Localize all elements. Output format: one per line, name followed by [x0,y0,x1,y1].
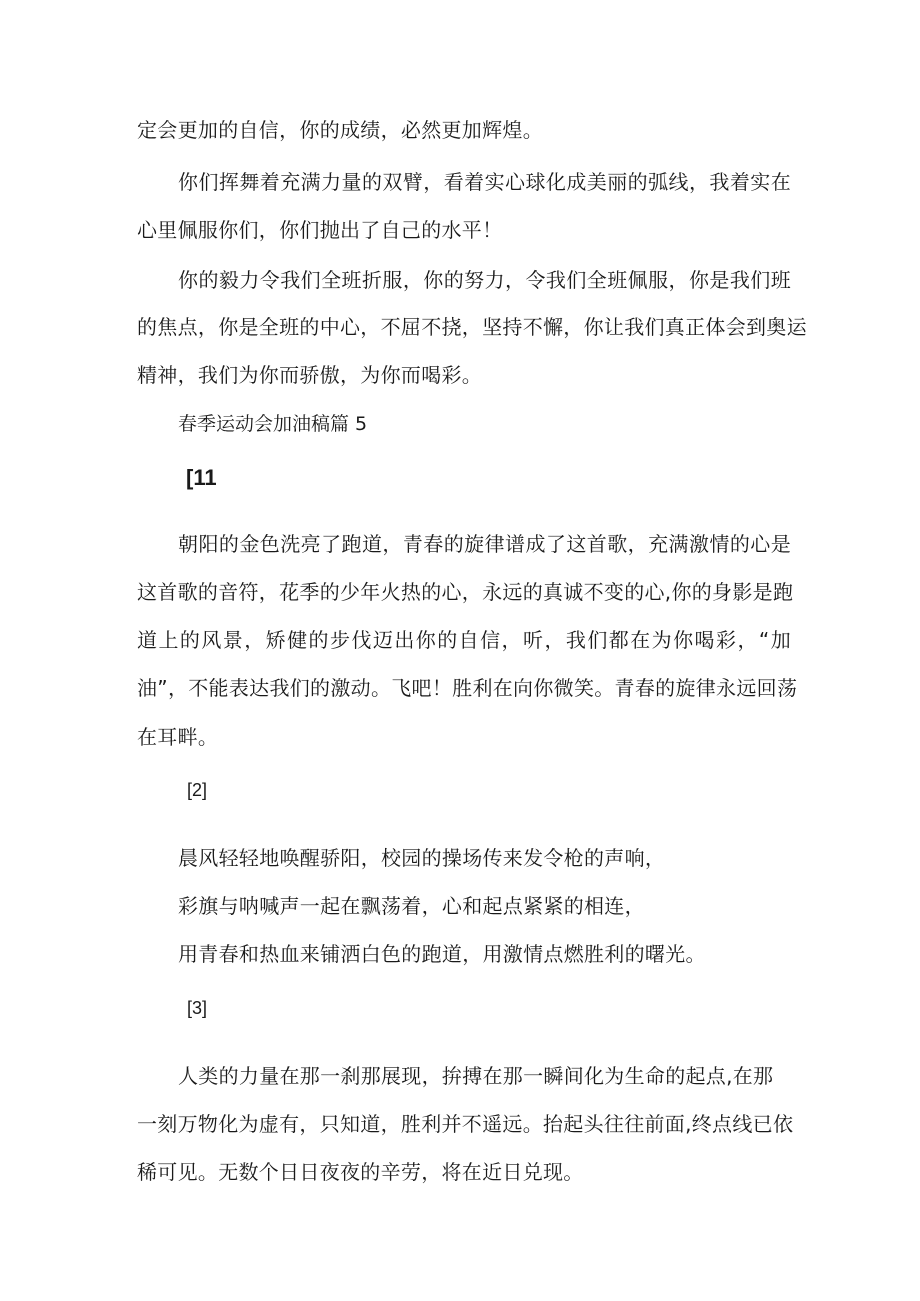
paragraph-line: 精神，我们为你而骄傲，为你而喝彩。 [137,363,483,387]
entry-line: 彩旗与呐喊声一起在飘荡着，心和起点紧紧的相连， [178,894,645,918]
paragraph-line: 定会更加的自信，你的成绩，必然更加辉煌。 [137,118,543,142]
entry-line: 道上的风景，矫健的步伐迈出你的自信，听，我们都在为你喝彩，“加 [137,628,791,652]
entry-line: 朝阳的金色洗亮了跑道，青春的旋律谱成了这首歌，充满激情的心是 [178,532,791,556]
entry-line: 人类的力量在那一刹那展现，拚搏在那一瞬间化为生命的起点,在那 [178,1064,774,1088]
entry-line: 稀可见。无数个日日夜夜的辛劳，将在近日兑现。 [137,1160,584,1184]
section-heading: 春季运动会加油稿篇 5 [178,413,368,435]
entry-line: 晨风轻轻地唤醒骄阳，校园的操场传来发令枪的声响， [178,846,666,870]
footnote-marker: [11 [186,465,217,490]
paragraph-line: 你的毅力令我们全班折服，你的努力，令我们全班佩服，你是我们班 [178,268,791,292]
paragraph-line: 心里佩服你们，你们抛出了自己的水平！ [137,218,503,242]
entry-line: 一刻万物化为虚有，只知道，胜利并不遥远。抬起头往往前面,终点线已依 [137,1112,794,1136]
entry-line: 油”，不能表达我们的激动。飞吧！胜利在向你微笑。青春的旋律永远回荡 [137,676,798,700]
entry-line: 这首歌的音符，花季的少年火热的心，永远的真诚不变的心,你的身影是跑 [137,580,794,604]
entry-line: 在耳畔。 [137,725,219,749]
footnote-marker: [3] [187,998,208,1018]
paragraph-line: 你们挥舞着充满力量的双臂，看着实心球化成美丽的弧线，我着实在 [178,170,791,194]
paragraph-line: 的焦点，你是全班的中心，不屈不挠，坚持不懈，你让我们真正体会到奥运 [137,315,807,339]
entry-line: 用青春和热血来铺洒白色的跑道，用激情点燃胜利的曙光。 [178,942,706,966]
footnote-marker: [2] [187,780,208,800]
